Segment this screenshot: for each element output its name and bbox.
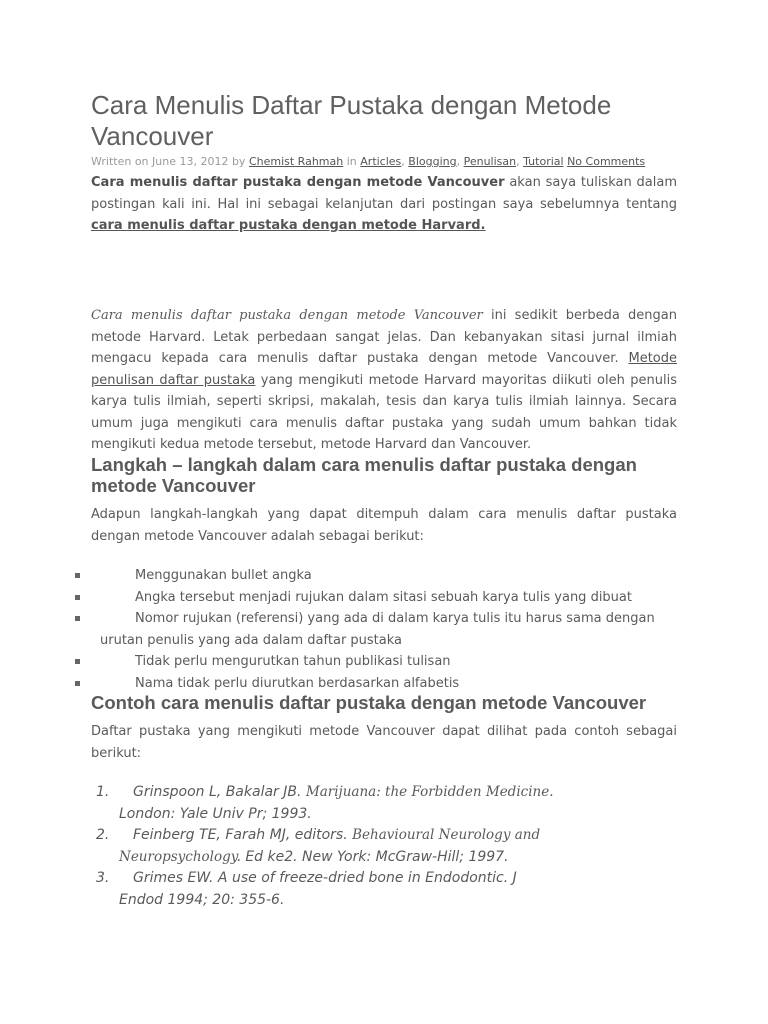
reference-item	[96, 782, 656, 825]
section-heading-langkah: Langkah – langkah dalam cara menulis daftar pustaka dengan metode Vancouver	[91, 454, 637, 496]
intro-text: akan saya tuliskan dalam postingan kali ini. Hal ini sebagai kelanjutan dari postingan saya sebelumnya tentang	[91, 175, 678, 212]
section1-intro: Adapun langkah-langkah yang dapat ditempuh dalam cara menulis daftar pustaka dengan metode Vancouver adalah sebagai berikut:	[91, 507, 677, 544]
category-link-penulisan[interactable]: Penulisan	[463, 155, 517, 168]
reference-text: Grimes EW. A use of freeze-dried bone in Endodontic. J	[133, 870, 517, 886]
intro-bold-text: Cara menulis daftar pustaka dengan metode Vancouver	[91, 175, 505, 190]
list-item-text: Angka tersebut menjadi rujukan dalam sitasi sebuah karya tulis yang dibuat	[135, 589, 632, 605]
reference-number: 2.	[96, 827, 110, 843]
para2-italic-text: Cara menulis daftar pustaka dengan metode Vancouver	[91, 308, 483, 323]
reference-title: Behavioural Neurology and	[352, 827, 541, 843]
list-item-text: Nama tidak perlu diurutkan berdasarkan alfabetis	[135, 675, 460, 691]
reference-continuation: Endod 1994; 20: 355-6.	[119, 891, 285, 908]
list-item-continuation: urutan penulis yang ada dalam daftar pustaka	[100, 632, 403, 648]
reference-item	[96, 825, 656, 868]
category-link-blogging[interactable]: Blogging	[408, 155, 457, 168]
reference-list	[96, 782, 656, 911]
bullet-square-icon	[75, 659, 80, 664]
reference-number: 1.	[96, 784, 110, 800]
reference-text: Grinspoon L, Bakalar JB.	[133, 784, 306, 800]
list-item	[72, 587, 672, 609]
post-meta: Written on June 13, 2012 by Chemist Rahmah in Articles, Blogging, Penulisan, Tutorial No Comments	[91, 155, 646, 168]
section-heading-contoh: Contoh cara menulis daftar pustaka dengan metode Vancouver	[91, 692, 647, 713]
page-title: Cara Menulis Daftar Pustaka dengan Metode Vancouver	[91, 90, 612, 151]
author-link[interactable]: Chemist Rahmah	[248, 155, 344, 168]
reference-continuation: London: Yale Univ Pr; 1993.	[119, 805, 312, 822]
list-item	[72, 565, 672, 587]
meta-written-on: Written on June 13, 2012 by	[91, 155, 246, 168]
reference-continuation: Neuropsychology. Ed ke2. New York: McGraw-Hill; 1997.	[119, 848, 509, 865]
list-item-text: Menggunakan bullet angka	[135, 568, 312, 583]
list-item	[72, 673, 672, 695]
bullet-square-icon	[75, 573, 80, 578]
intro-paragraph	[91, 172, 677, 237]
reference-number: 3.	[96, 870, 110, 886]
bullet-square-icon	[75, 595, 80, 600]
section2-intro: Daftar pustaka yang mengikuti metode Vancouver dapat dilihat pada contoh sebagai berikut:	[91, 724, 677, 761]
list-item-text: Nomor rujukan (referensi) yang ada di dalam karya tulis itu harus sama dengan	[135, 611, 655, 626]
reference-item	[96, 868, 656, 911]
metode-penulisan-link[interactable]: Metode penulisan daftar pustaka	[91, 351, 677, 388]
list-item	[72, 651, 672, 673]
meta-in: in	[346, 155, 357, 168]
list-item	[72, 608, 672, 651]
category-link-tutorial[interactable]: Tutorial	[523, 155, 564, 168]
bullet-square-icon	[75, 616, 80, 621]
list-item-text: Tidak perlu mengurutkan tahun publikasi tulisan	[135, 654, 451, 669]
para2-text-2: yang mengikuti metode Harvard mayoritas diikuti oleh penulis karya tulis ilmiah, seperti skripsi, makalah, tesis dan karya tulis ilmiah lainnya. Secara umum juga mengikuti cara menulis daftar pustaka yang sudah umum bahkan tidak mengikuti kedua metode tersebut, metode Harvard dan Vancouver.	[91, 372, 677, 452]
para2-text-1: ini sedikit berbeda dengan metode Harvard. Letak perbedaan sangat jelas. Dan kebanyakan sitasi jurnal ilmiah mengacu kepada cara menulis daftar pustaka dengan metode Vancouver.	[91, 308, 678, 366]
second-paragraph	[91, 305, 677, 456]
harvard-link[interactable]: cara menulis daftar pustaka dengan metode Harvard.	[91, 218, 486, 233]
reference-text: Feinberg TE, Farah MJ, editors.	[133, 827, 353, 843]
bullet-square-icon	[75, 681, 80, 686]
comments-link[interactable]: No Comments	[567, 155, 646, 168]
steps-list	[72, 565, 672, 694]
category-link-articles[interactable]: Articles	[360, 155, 402, 168]
reference-title: Marijuana: the Forbidden Medicine.	[305, 784, 554, 800]
